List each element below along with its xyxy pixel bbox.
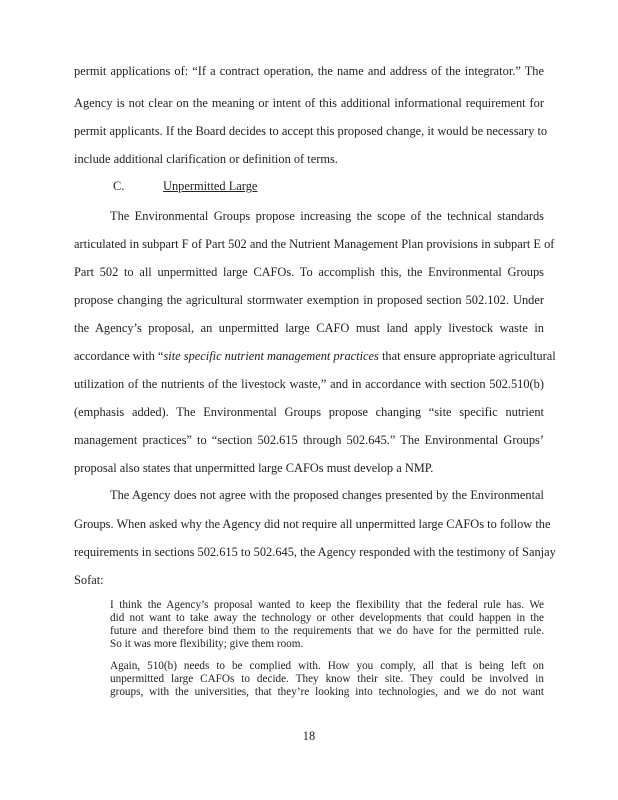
body-line: the Agency’s proposal, an unpermitted large CAFO must land apply livestock waste in (74, 321, 544, 335)
body-line: requirements in sections 502.615 to 502.645, the Agency responded with the testimony of Sanjay (74, 545, 556, 559)
accordance-suffix: that ensure appropriate agricultural (378, 349, 556, 363)
body-line-accordance (74, 348, 556, 364)
quote-line: groups, with the universities, that they’re looking into technologies, and we do not want (110, 686, 544, 698)
body-line: Agency is not clear on the meaning or intent of this additional informational requirement for (74, 96, 544, 110)
quote-line: unpermitted large CAFOs to decide. They know their site. They could be involved in (110, 673, 544, 685)
body-line: Part 502 to all unpermitted large CAFOs. To accomplish this, the Environmental Groups (74, 265, 544, 279)
body-line: utilization of the nutrients of the livestock waste,” and in accordance with section 502.510(b) (74, 377, 544, 391)
quote-line: I think the Agency’s proposal wanted to keep the flexibility that the federal rule has. We (110, 599, 544, 611)
body-line: Groups. When asked why the Agency did not require all unpermitted large CAFOs to follow the (74, 517, 551, 531)
body-line: (emphasis added). The Environmental Groups propose changing “site specific nutrient (74, 405, 544, 419)
body-line: permit applications of: “If a contract operation, the name and address of the integrator.” The (74, 64, 544, 78)
body-line: articulated in subpart F of Part 502 and the Nutrient Management Plan provisions in subpart E of (74, 237, 555, 251)
page-number: 18 (302, 729, 316, 743)
body-line: Sofat: (74, 573, 104, 587)
body-line: The Agency does not agree with the proposed changes presented by the Environmental (110, 488, 544, 502)
quote-line: So it was more flexibility; give them room. (110, 638, 304, 650)
body-line: permit applicants. If the Board decides to accept this proposed change, it would be necessary to (74, 124, 548, 138)
quote-line: future and therefore bind them to the requirements that we do have for the permitted rule. (110, 625, 544, 637)
body-line: The Environmental Groups propose increasing the scope of the technical standards (110, 209, 544, 223)
section-letter: C. (113, 179, 125, 193)
body-line: include additional clarification or definition of terms. (74, 152, 338, 166)
section-title: Unpermitted Large (163, 179, 258, 193)
body-line: proposal also states that unpermitted large CAFOs must develop a NMP. (74, 461, 434, 475)
quote-line: did not want to take away the technology or other developments that could happen in the (110, 612, 544, 624)
section-heading (113, 178, 257, 194)
emphasis-text: site specific nutrient management practices (163, 349, 379, 363)
quote-line: Again, 510(b) needs to be complied with. How you comply, all that is being left on (110, 660, 544, 672)
body-line: management practices” to “section 502.615 through 502.645.” The Environmental Groups’ (74, 433, 544, 447)
accordance-prefix: accordance with “ (74, 349, 164, 363)
body-line: propose changing the agricultural stormwater exemption in proposed section 502.102. Under (74, 293, 544, 307)
